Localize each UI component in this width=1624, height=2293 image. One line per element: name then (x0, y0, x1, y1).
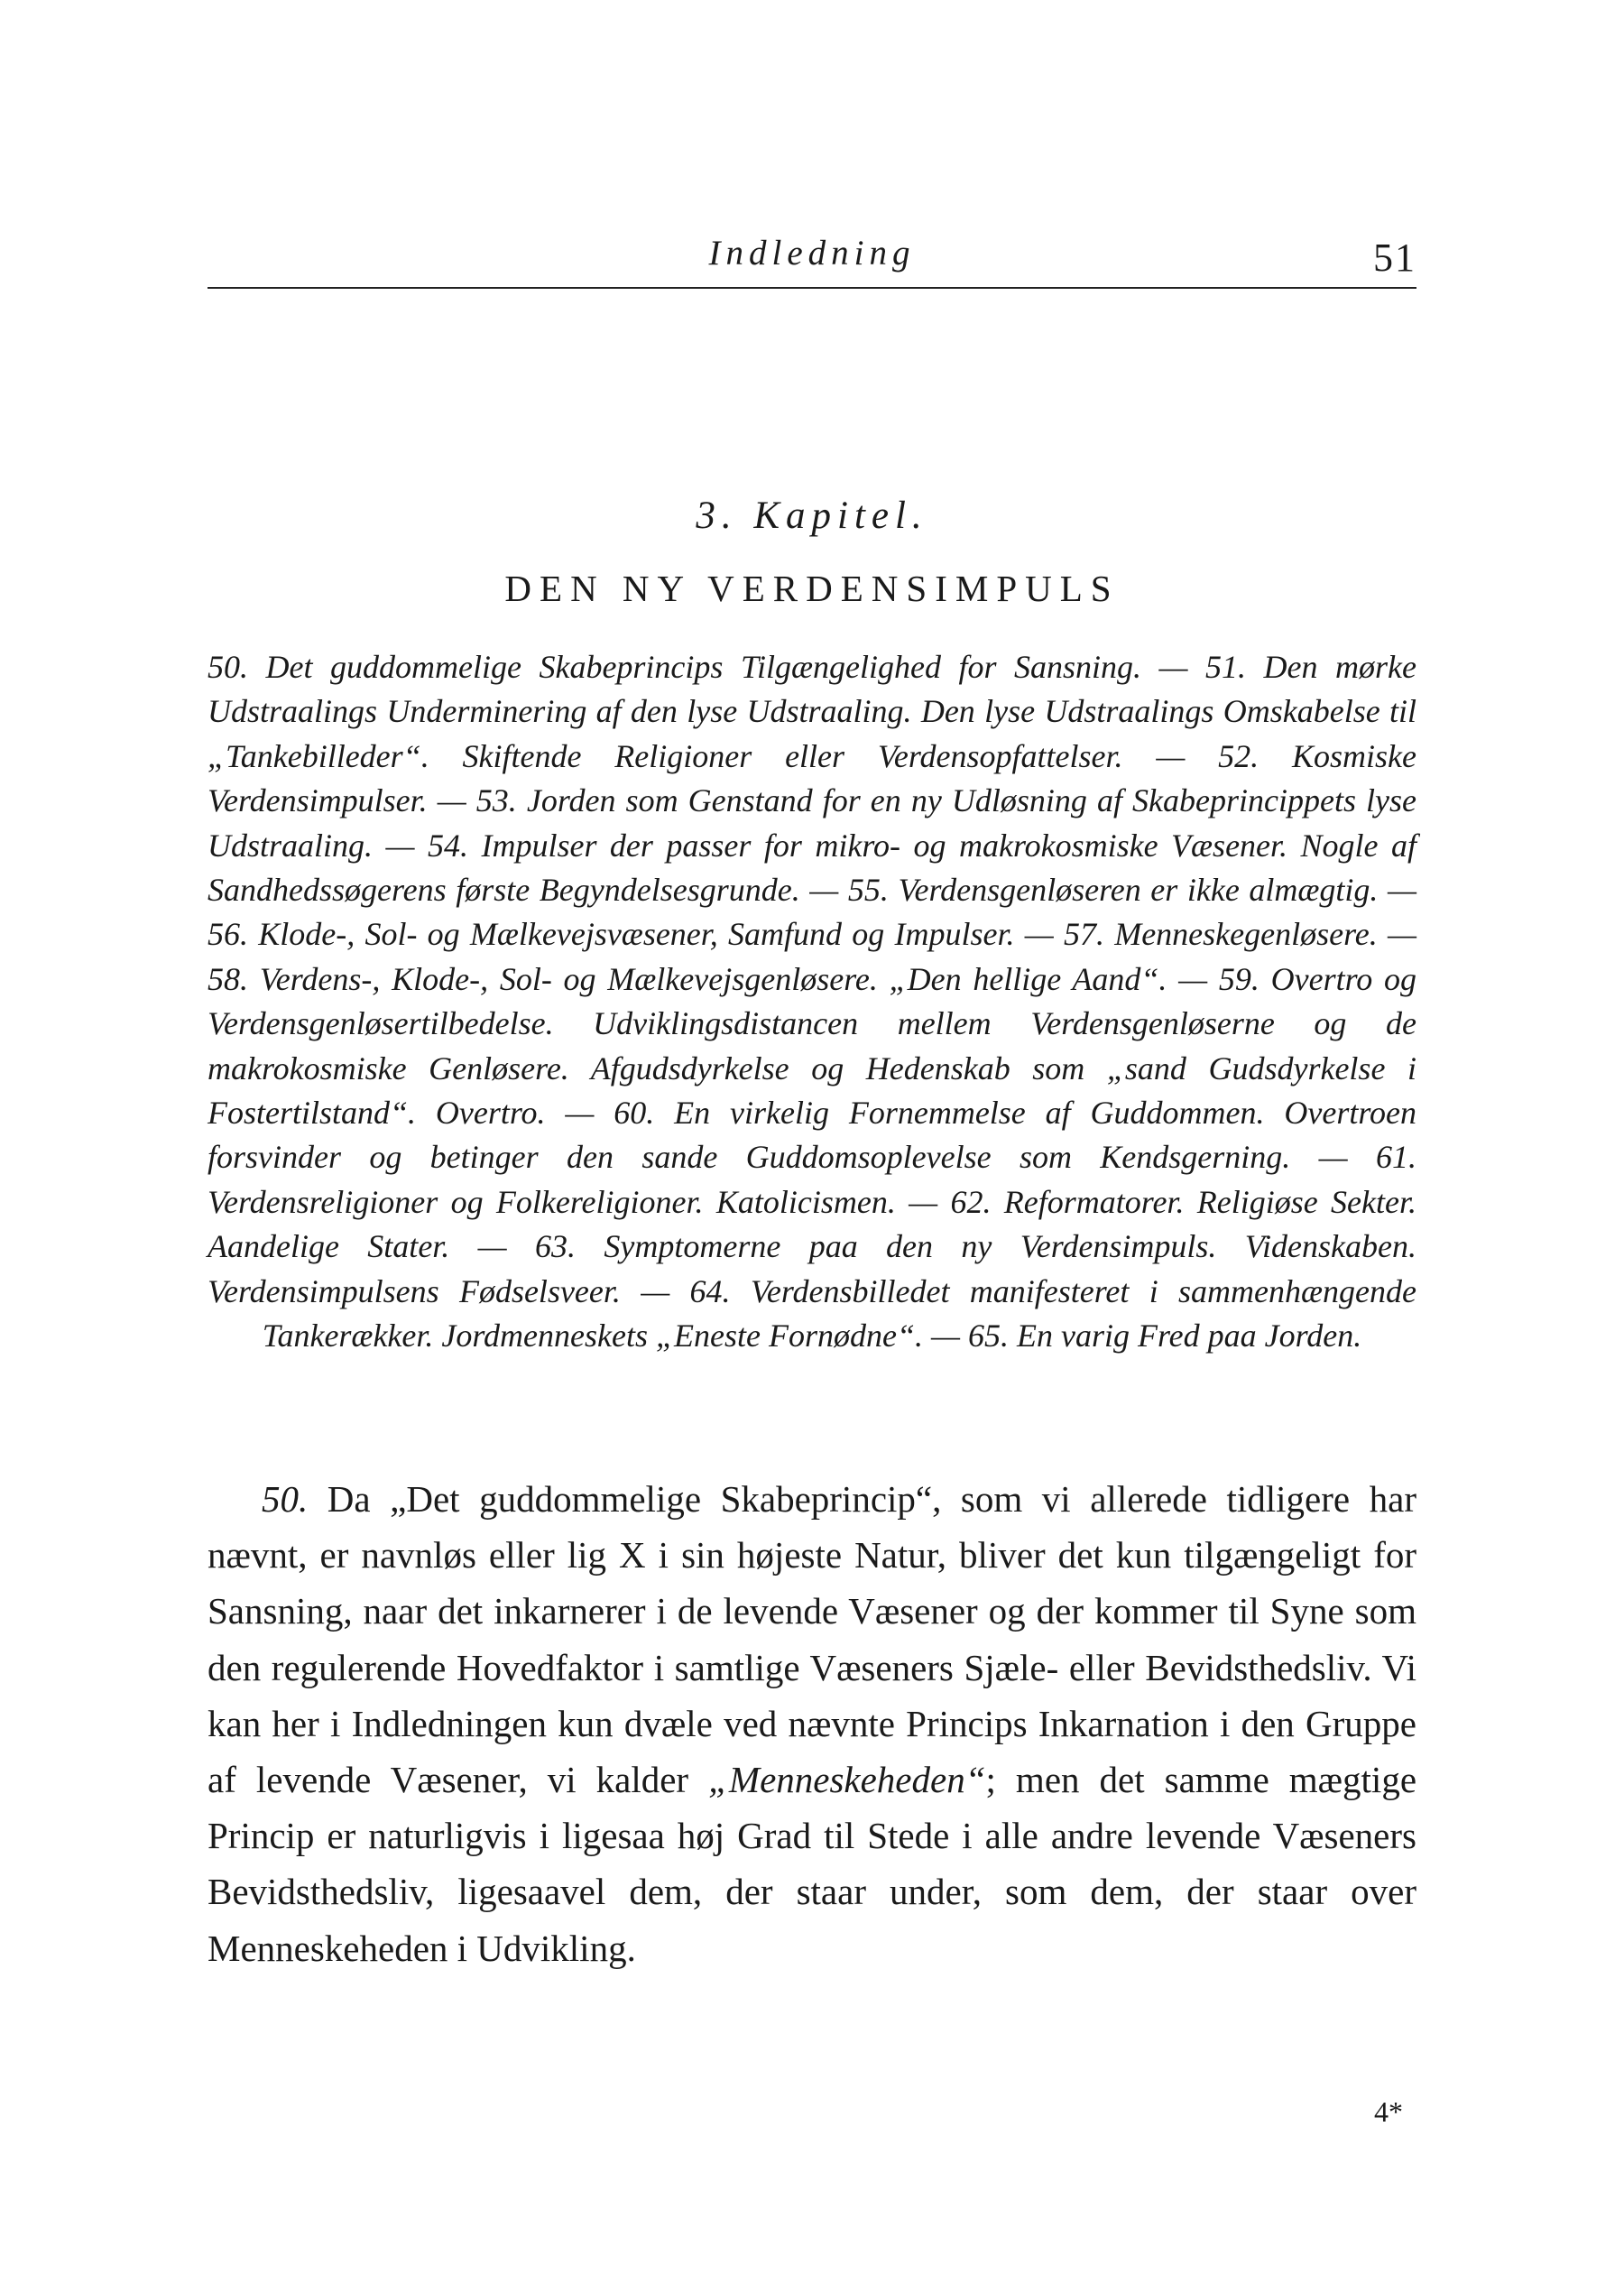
paragraph-text-after: ; men det samme mægtige Princip er naturligvis i ligesaa høj Grad til Stede i alle andre levende Væseners Bevidsthedsliv, ligesaavel dem, der staar under, som dem, der staar over Menneskeheden i Udvikling. (208, 1759, 1417, 1969)
running-title: Indledning (708, 234, 916, 273)
chapter-title: DEN NY VERDENSIMPULS (504, 568, 1120, 609)
running-head (208, 233, 1416, 289)
page-number: 51 (1373, 236, 1416, 280)
paragraph-text-before: Da „Det guddommelige Skabeprincip“, som vi allerede tidligere har nævnt, er navnløs eller lig X i sin højeste Natur, bliver det kun tilgængeligt for Sansning, naar det inkarnerer i de levende Væsener og der kommer til Syne som den regulerende Hovedfaktor i samtlige Væseners Sjæle- eller Bevidsthedsliv. Vi kan her i Indledningen kun dvæle ved nævnte Princips Inkarnation i den Gruppe af levende Væsener, vi kalder (208, 1478, 1416, 1801)
chapter-summary: 50. Det guddommelige Skabeprincips Tilgængelighed for Sansning. — 51. Den mørke Udstraalings Underminering af den lyse Udstraaling. Den lyse Udstraalings Omskabelse til „Tankebilleder“. Skiftende Religioner eller Verdensopfattelser. — 52. Kosmiske Verdensimpulser. — 53. Jorden som Genstand for en ny Udløsning af Skabeprincippets lyse Udstraaling. — 54. Impulser der passer for mikro- og makrokosmiske Væsener. Nogle af Sandhedssøgerens første Begyndelsesgrunde. — 55. Verdensgenløseren er ikke almægtig. — 56. Klode-, Sol- og Mælkevejsvæsener, Samfund og Impulser. — 57. Menneskegenløsere. — 58. Verdens-, Klode-, Sol- og Mælkevejsgenløsere. „Den hellige Aand“. — 59. Overtro og Verdensgenløsertilbedelse. Udviklingsdistancen mellem Verdensgenløserne og de makrokosmiske Genløsere. Afgudsdyrkelse og Hedenskab som „sand Gudsdyrkelse i Fostertilstand“. Overtro. — 60. En virkelig Fornemmelse af Guddommen. Overtroen forsvinder og betinger den sande Guddomsoplevelse som Kendsgerning. — 61. Verdensreligioner og Folkereligioner. Katolicismen. — 62. Reformatorer. Religiøse Sekter. Aandelige Stater. — 63. Symptomerne paa den ny Verdensimpuls. Videnskaben. Verdensimpulsens Fødselsveer. — 64. Verdensbilledet manifesteret i sammenhængende Tankerækker. Jordmenneskets „Eneste Fornødne“. — 65. En varig Fred paa Jorden. (208, 649, 1416, 1355)
chapter-number: 3. Kapitel. (696, 495, 928, 537)
paragraph-emphasis: „Menneskeheden“ (708, 1759, 986, 1801)
paragraph-number: 50. (262, 1478, 309, 1520)
signature-mark: 4* (1374, 2095, 1403, 2128)
body-paragraph (208, 1471, 1416, 1976)
